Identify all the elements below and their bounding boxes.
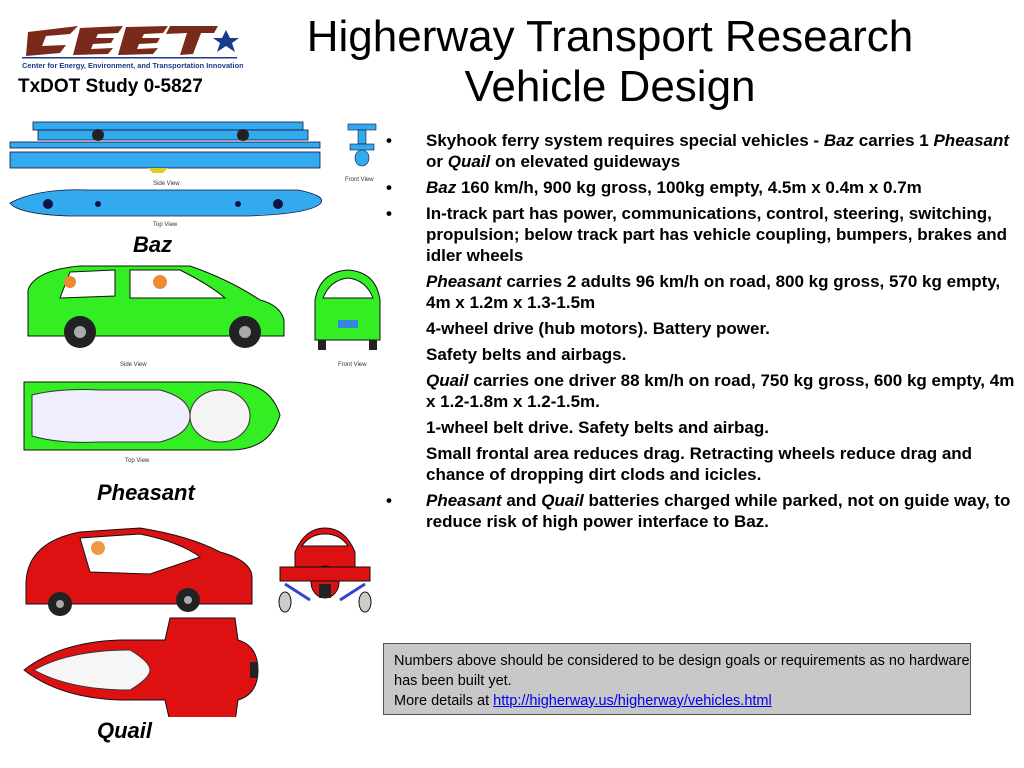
baz-top-view-label: Top View bbox=[153, 222, 178, 228]
pheasant-front-view-label: Front View bbox=[338, 362, 367, 368]
note-details-line bbox=[394, 691, 970, 711]
study-label: TxDOT Study 0-5827 bbox=[18, 76, 203, 97]
note-text: Numbers above should be considered to be design goals or requirements as no hardware has been built yet. bbox=[394, 653, 970, 689]
bullet-text: Skyhook ferry system requires special vehicles - bbox=[426, 131, 824, 150]
bullet-marker: • bbox=[386, 178, 392, 197]
bullet-text: batteries charged while parked, not on guide way, to reduce risk of high power interface to Baz. bbox=[426, 491, 1011, 531]
baz-front-view-label: Front View bbox=[345, 177, 374, 183]
note-details-prefix: More details at bbox=[394, 693, 494, 709]
sub-pheasant-drive: 4-wheel drive (hub motors). Battery power. bbox=[426, 319, 770, 338]
bullet-text: on elevated guideways bbox=[490, 152, 681, 171]
bullet-in-track bbox=[384, 203, 1018, 266]
pheasant-side-view-label: Side View bbox=[120, 362, 147, 368]
sub-pheasant-safety: Safety belts and airbags. bbox=[426, 345, 627, 364]
vehicles-link[interactable]: http://higherway.us/higherway/vehicles.html bbox=[493, 693, 772, 709]
baz-term: Baz bbox=[426, 178, 457, 197]
sub-quail-drive: 1-wheel belt drive. Safety belts and airbag. bbox=[426, 418, 769, 437]
ceeti-logo bbox=[18, 20, 243, 72]
bullet-marker: • bbox=[386, 491, 392, 510]
baz-illustration bbox=[8, 118, 380, 228]
bullet-text: carries 1 bbox=[854, 131, 934, 150]
quail-drawings bbox=[20, 512, 382, 722]
logo-tagline: Center for Energy, Environment, and Transportation Innovation bbox=[22, 61, 243, 70]
quail-illustration bbox=[20, 512, 382, 717]
quail-term: Quail bbox=[447, 152, 491, 171]
bullet-skyhook bbox=[384, 130, 1018, 172]
bullet-text: In-track part has power, communications, control, steering, switching, propulsion; below track part has vehicle coupling, bumpers, brakes and idler wheels bbox=[426, 204, 1007, 265]
pheasant-caption: Pheasant bbox=[97, 480, 195, 505]
ceeti-logo-graphic bbox=[18, 20, 243, 72]
disclaimer-note bbox=[383, 643, 971, 715]
page-title bbox=[290, 12, 930, 112]
sub-pheasant-specs bbox=[384, 271, 1018, 313]
sub-quail-specs bbox=[384, 370, 1018, 412]
sub-quail-drag: Small frontal area reduces drag. Retracting wheels reduce drag and chance of dropping dirt clods and icicles. bbox=[426, 444, 973, 484]
sub-text: carries one driver 88 km/h on road, 750 kg gross, 600 kg empty, 4m x 1.2-1.8m x 1.2-1.5m. bbox=[426, 371, 1015, 411]
pheasant-term: Pheasant bbox=[933, 131, 1010, 150]
baz-caption: Baz bbox=[133, 232, 173, 257]
bullet-text: and bbox=[501, 491, 542, 510]
bullet-baz-specs bbox=[384, 177, 1018, 198]
quail-caption: Quail bbox=[97, 718, 153, 743]
baz-side-view-label: Side View bbox=[153, 181, 180, 187]
bullet-marker: • bbox=[386, 204, 392, 223]
pheasant-top-view-label: Top View bbox=[125, 458, 150, 464]
spec-bullets bbox=[384, 130, 1018, 537]
quail-term: Quail bbox=[426, 371, 469, 390]
baz-drawings bbox=[8, 118, 380, 233]
sub-text: carries 2 adults 96 km/h on road, 800 kg gross, 570 kg empty, 4m x 1.2m x 1.3-1.5m bbox=[426, 272, 1001, 312]
bullet-marker: • bbox=[386, 131, 392, 150]
pheasant-term: Pheasant bbox=[426, 272, 502, 291]
pheasant-drawings bbox=[20, 260, 382, 475]
bullet-text: or bbox=[426, 152, 448, 171]
bullet-batteries bbox=[384, 490, 1018, 532]
title-line-1: Higherway Transport Research bbox=[306, 12, 914, 61]
baz-term: Baz bbox=[823, 131, 855, 150]
pheasant-illustration bbox=[20, 260, 382, 470]
quail-term: Quail bbox=[541, 491, 584, 510]
pheasant-term: Pheasant bbox=[426, 491, 502, 510]
bullet-text: 160 km/h, 900 kg gross, 100kg empty, 4.5m x 0.4m x 0.7m bbox=[456, 178, 922, 197]
title-line-2: Vehicle Design bbox=[464, 62, 756, 111]
